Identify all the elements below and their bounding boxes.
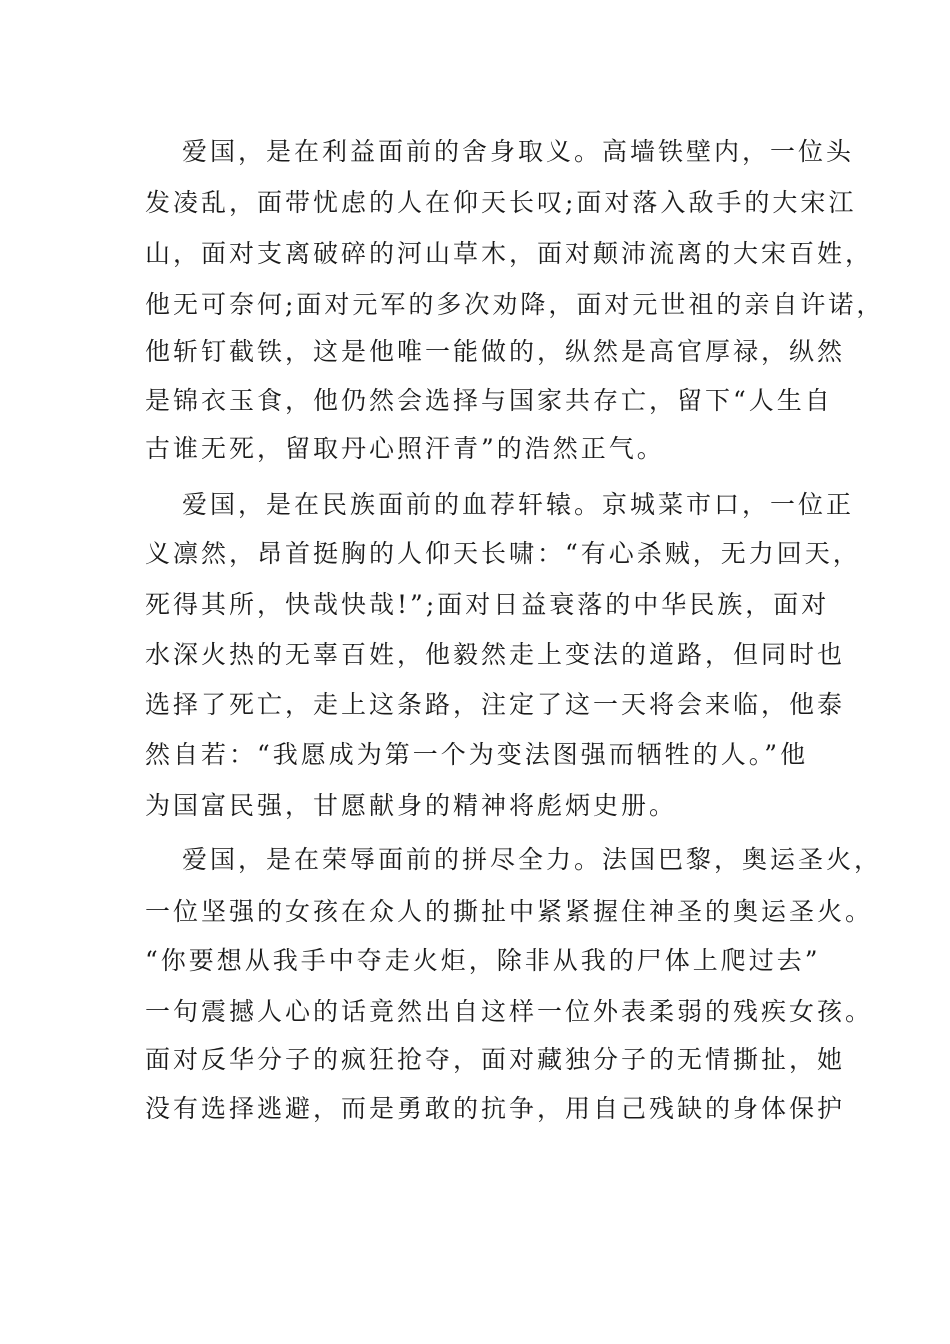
paragraph-1-line-6: 是锦衣玉食，他仍然会选择与国家共存亡，留下“人生自: [145, 386, 833, 415]
paragraph-3-line-2: 一位坚强的女孩在众人的撕扯中紧紧握住神圣的奥运圣火。: [145, 897, 874, 926]
paragraph-2-line-7: 为国富民强，甘愿献身的精神将彪炳史册。: [145, 791, 678, 820]
paragraph-2-line-3: 死得其所，快哉快哉!”;面对日益衰落的中华民族，面对: [145, 590, 830, 619]
paragraph-3-line-6: 没有选择逃避，而是勇敢的抗争，用自己残缺的身体保护: [145, 1094, 846, 1123]
paragraph-2-line-5: 选择了死亡，走上这条路，注定了这一天将会来临，他泰: [145, 690, 846, 719]
paragraph-1-line-4: 他无可奈何;面对元军的多次劝降，面对元世祖的亲自许诺，: [145, 290, 885, 319]
paragraph-2-line-6: 然自若：“我愿成为第一个为变法图强而牺牲的人。”他: [145, 740, 809, 769]
paragraph-3-line-1: 爱国，是在荣辱面前的拼尽全力。法国巴黎，奥运圣火，: [182, 845, 883, 874]
paragraph-1-line-3: 山，面对支离破碎的河山草木，面对颠沛流离的大宋百姓，: [145, 239, 874, 268]
paragraph-3-line-3: “你要想从我手中夺走火炬，除非从我的尸体上爬过去”: [145, 946, 821, 975]
paragraph-1-line-2: 发凌乱，面带忧虑的人在仰天长叹;面对落入敌手的大宋江: [145, 188, 857, 217]
paragraph-1-line-1: 爱国，是在利益面前的舍身取义。高墙铁壁内，一位头: [182, 137, 855, 166]
paragraph-1-line-7: 古谁无死，留取丹心照汗青”的浩然正气。: [145, 434, 665, 463]
paragraph-2-line-4: 水深火热的无辜百姓，他毅然走上变法的道路，但同时也: [145, 640, 846, 669]
paragraph-3-line-5: 面对反华分子的疯狂抢夺，面对藏独分子的无情撕扯，她: [145, 1045, 846, 1074]
paragraph-3-line-4: 一句震撼人心的话竟然出自这样一位外表柔弱的残疾女孩。: [145, 997, 874, 1026]
paragraph-2-line-1: 爱国，是在民族面前的血荐轩辕。京城菜市口，一位正: [182, 490, 855, 519]
paragraph-2-line-2: 义凛然，昂首挺胸的人仰天长啸：“有心杀贼，无力回天，: [145, 539, 861, 568]
paragraph-1-line-5: 他斩钉截铁，这是他唯一能做的，纵然是高官厚禄，纵然: [145, 337, 846, 366]
